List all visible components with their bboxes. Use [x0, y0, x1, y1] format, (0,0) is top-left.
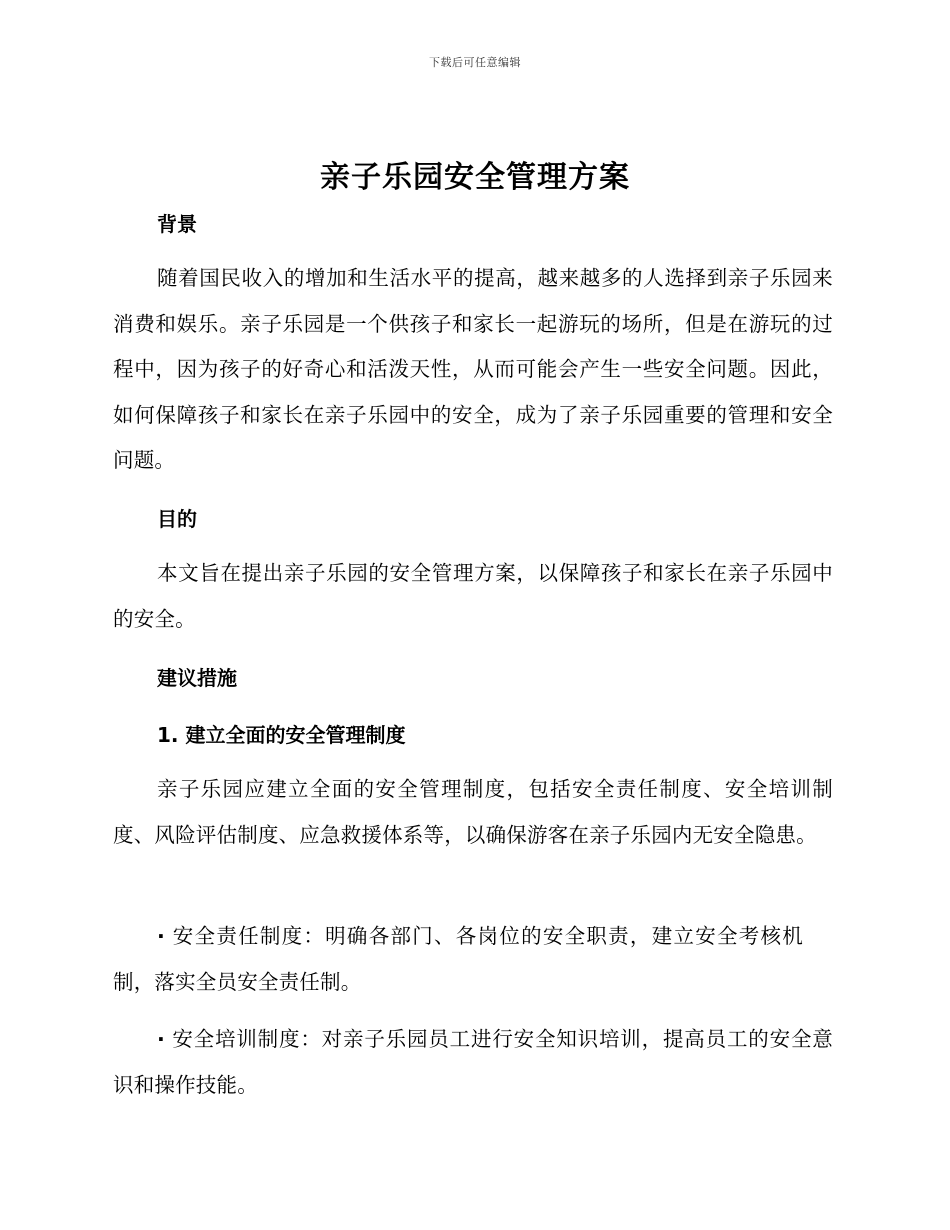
- subsection-heading-1: 1. 建立全面的安全管理制度: [157, 723, 406, 747]
- bullet-text: 安全责任制度：明确各部门、各岗位的安全职责，建立安全考核机制，落实全员安全责任制。: [113, 924, 803, 994]
- paragraph-background: 随着国民收入的增加和生活水平的提高，越来越多的人选择到亲子乐园来消费和娱乐。亲子乐园是一个供孩子和家长一起游玩的场所，但是在游玩的过程中，因为孩子的好奇心和活泼天性，从而可能会产生一些安全问题。因此，如何保障孩子和家长在亲子乐园中的安全，成为了亲子乐园重要的管理和安全问题。: [113, 266, 833, 472]
- bullet-marker: ·: [157, 1027, 165, 1051]
- paragraph-purpose: 本文旨在提出亲子乐园的安全管理方案，以保障孩子和家长在亲子乐园中的安全。: [113, 561, 833, 631]
- section-heading-purpose: 目的: [157, 507, 197, 531]
- bullet-text: 安全培训制度：对亲子乐园员工进行安全知识培训，提高员工的安全意识和操作技能。: [113, 1027, 833, 1097]
- bullet-marker: ·: [157, 924, 165, 948]
- page-header-note: 下载后可任意编辑: [429, 56, 521, 69]
- section-heading-measures: 建议措施: [157, 666, 237, 690]
- document-title: 亲子乐园安全管理方案: [320, 160, 630, 195]
- paragraph-safety-system: 亲子乐园应建立全面的安全管理制度，包括安全责任制度、安全培训制度、风险评估制度、应急救援体系等，以确保游客在亲子乐园内无安全隐患。: [113, 777, 833, 847]
- section-heading-background: 背景: [157, 212, 197, 236]
- bullet-item: [113, 914, 803, 1005]
- bullet-item: [113, 1017, 833, 1108]
